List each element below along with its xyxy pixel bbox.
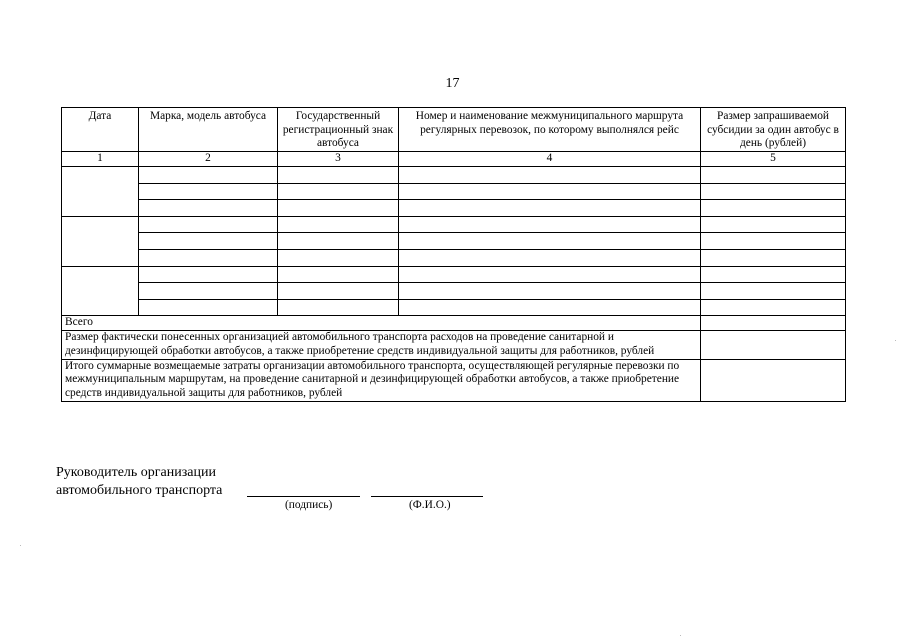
header-subsidy-amount: Размер запрашиваемой субсидии за один автобус в день (рублей) bbox=[701, 108, 846, 152]
table-cell bbox=[139, 183, 278, 200]
scan-speck bbox=[680, 635, 681, 636]
table-cell bbox=[139, 299, 278, 316]
table-cell bbox=[278, 233, 399, 250]
table-cell bbox=[139, 233, 278, 250]
table-cell bbox=[701, 299, 846, 316]
total-row bbox=[62, 316, 846, 331]
table-row bbox=[62, 216, 846, 233]
table-row bbox=[62, 200, 846, 217]
scan-speck bbox=[20, 545, 21, 546]
table-cell bbox=[701, 167, 846, 184]
scan-speck bbox=[895, 340, 896, 341]
expenses-value bbox=[701, 331, 846, 359]
table-cell bbox=[701, 250, 846, 267]
table-cell bbox=[139, 283, 278, 300]
header-bus-model: Марка, модель автобуса bbox=[139, 108, 278, 152]
table-cell bbox=[399, 216, 701, 233]
table-cell bbox=[399, 299, 701, 316]
total-value bbox=[701, 316, 846, 331]
table-cell bbox=[399, 200, 701, 217]
name-caption: (Ф.И.О.) bbox=[409, 499, 451, 511]
column-number: 1 bbox=[62, 152, 139, 167]
table-cell bbox=[139, 216, 278, 233]
column-number-row bbox=[62, 152, 846, 167]
signatory-title-line2: автомобильного транспорта bbox=[56, 483, 223, 498]
table-cell bbox=[399, 250, 701, 267]
table-cell bbox=[399, 167, 701, 184]
expenses-row bbox=[62, 331, 846, 359]
table-cell bbox=[278, 266, 399, 283]
table-cell bbox=[701, 183, 846, 200]
total-label: Всего bbox=[62, 316, 701, 331]
table-cell bbox=[278, 250, 399, 267]
header-date: Дата bbox=[62, 108, 139, 152]
signature-block bbox=[56, 464, 222, 500]
table-cell bbox=[399, 233, 701, 250]
table-cell bbox=[701, 200, 846, 217]
table-cell bbox=[399, 266, 701, 283]
table-cell bbox=[139, 167, 278, 184]
table-cell bbox=[701, 283, 846, 300]
name-line bbox=[371, 496, 483, 497]
table-cell bbox=[399, 283, 701, 300]
column-number: 3 bbox=[278, 152, 399, 167]
table-row bbox=[62, 183, 846, 200]
date-cell bbox=[62, 167, 139, 217]
subsidy-table bbox=[61, 107, 846, 402]
table-cell bbox=[278, 200, 399, 217]
table-row bbox=[62, 283, 846, 300]
table-cell bbox=[139, 250, 278, 267]
table-row bbox=[62, 167, 846, 184]
date-cell bbox=[62, 266, 139, 316]
table-cell bbox=[399, 183, 701, 200]
table-cell bbox=[278, 216, 399, 233]
table-cell bbox=[139, 266, 278, 283]
table-row bbox=[62, 299, 846, 316]
table-cell bbox=[701, 266, 846, 283]
signature-caption: (подпись) bbox=[285, 499, 333, 511]
header-route: Номер и наименование межмуниципального маршрута регулярных перевозок, по которому выполнялся рейс bbox=[399, 108, 701, 152]
page-number: 17 bbox=[445, 76, 460, 91]
column-number: 5 bbox=[701, 152, 846, 167]
table-cell bbox=[278, 167, 399, 184]
table-cell bbox=[701, 216, 846, 233]
summary-value bbox=[701, 359, 846, 401]
column-number: 2 bbox=[139, 152, 278, 167]
table-cell bbox=[278, 283, 399, 300]
signature-line bbox=[247, 496, 360, 497]
summary-label: Итого суммарные возмещаемые затраты организации автомобильного транспорта, осуществляющей регулярные перевозки по межмуниципальным маршрутам, на проведение санитарной и дезинфицирующей обработки автобусов, а также приобретение средств индивидуальной защиты для работников, рублей bbox=[62, 359, 701, 401]
header-registration-plate: Государственный регистрационный знак автобуса bbox=[278, 108, 399, 152]
signatory-title-line1: Руководитель организации bbox=[56, 465, 216, 480]
table-cell bbox=[701, 233, 846, 250]
date-cell bbox=[62, 216, 139, 266]
table-cell bbox=[278, 183, 399, 200]
summary-row bbox=[62, 359, 846, 401]
expenses-label: Размер фактически понесенных организацией автомобильного транспорта расходов на проведение санитарной и дезинфицирующей обработки автобусов, а также приобретение средств индивидуальной защиты для работников, рублей bbox=[62, 331, 701, 359]
table-row bbox=[62, 233, 846, 250]
table-cell bbox=[139, 200, 278, 217]
table-row bbox=[62, 250, 846, 267]
table-row bbox=[62, 266, 846, 283]
column-number: 4 bbox=[399, 152, 701, 167]
header-row bbox=[62, 108, 846, 152]
table-cell bbox=[278, 299, 399, 316]
